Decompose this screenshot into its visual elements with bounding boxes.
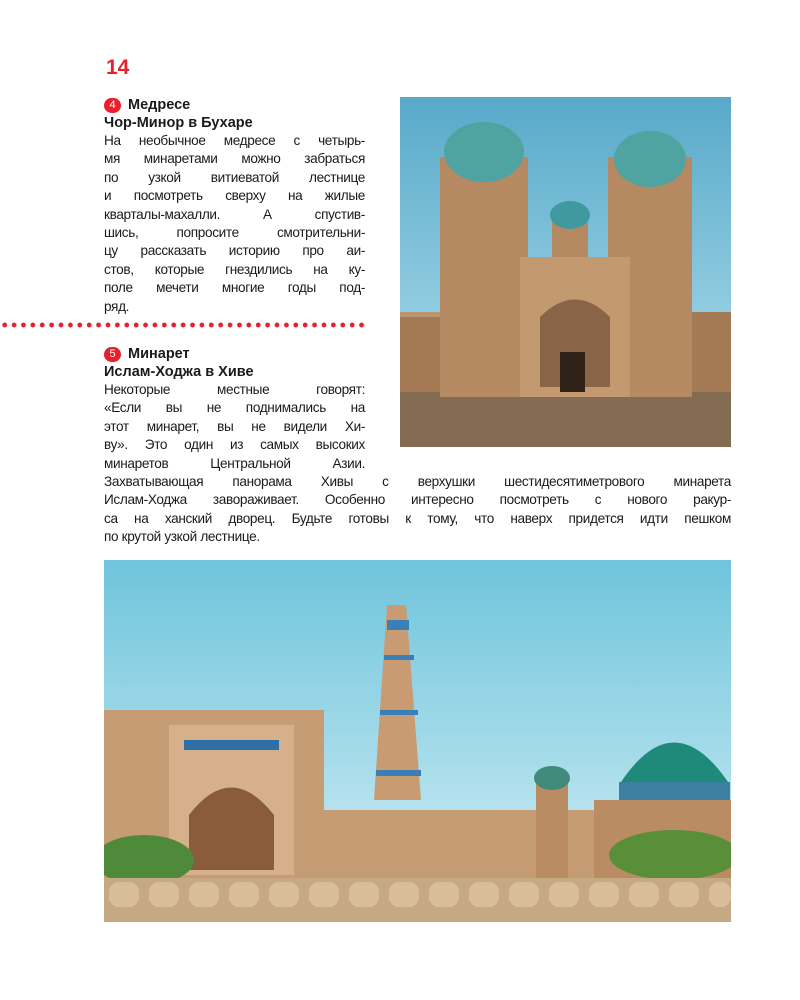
photo-chor-minor-madrasa — [400, 97, 731, 447]
section-chor-minor — [104, 96, 365, 316]
body-text-line: Захватывающая панорама Хивы с верхушки шестидесятиметрового минарета — [104, 474, 731, 490]
section-title-line: Чор-Минор в Бухаре — [104, 115, 253, 131]
photo-islam-khodja-minaret — [104, 560, 731, 922]
body-text-line: ву». Это один из самых высоких — [104, 437, 365, 453]
body-text-line: минаретов Центральной Азии. — [104, 455, 365, 471]
section-continued-text — [104, 473, 731, 547]
page-number: 14 — [106, 56, 130, 79]
section-number-badge: 5 — [104, 347, 121, 362]
body-text-line: Ислам-Ходжа завораживает. Особенно интересно посмотреть с нового ракур- — [104, 492, 731, 508]
body-text-line: кварталы-махалли. А спустив- — [104, 206, 365, 222]
body-text-line: цу рассказать историю про аи- — [104, 243, 365, 259]
body-text-line: по узкой витиеватой лестнице — [104, 169, 365, 185]
section-heading — [104, 96, 365, 114]
body-text-line: этот минарет, вы не видели Хи- — [104, 418, 365, 434]
body-text-line: стов, которые гнездились на ку- — [104, 261, 365, 277]
dotted-divider — [0, 322, 366, 328]
section-title-line: Ислам-Ходжа в Хиве — [104, 364, 254, 380]
body-text-line: мя минаретами можно забраться — [104, 151, 365, 167]
body-text-line: шись, попросите смотрительни- — [104, 225, 365, 241]
section-title-line: Минарет — [128, 346, 190, 362]
body-text-line: са на ханский дворец. Будьте готовы к тому, что наверх придется идти пешком — [104, 510, 731, 526]
body-text-line: На необычное медресе с четырь- — [104, 133, 365, 148]
section-heading — [104, 345, 365, 363]
section-islam-khodja — [104, 345, 731, 547]
section-title-line: Медресе — [128, 97, 191, 113]
body-text-line: Некоторые местные говорят: — [104, 382, 365, 397]
body-text-line: поле мечети многие годы под- — [104, 280, 365, 296]
body-text-line: по крутой узкой лестнице. — [104, 529, 260, 545]
body-text-line: ряд. — [104, 298, 130, 314]
section-number-badge: 4 — [104, 98, 121, 113]
body-text-line: и посмотреть сверху на жилые — [104, 188, 365, 204]
body-text-line: «Если вы не поднимались на — [104, 400, 365, 416]
